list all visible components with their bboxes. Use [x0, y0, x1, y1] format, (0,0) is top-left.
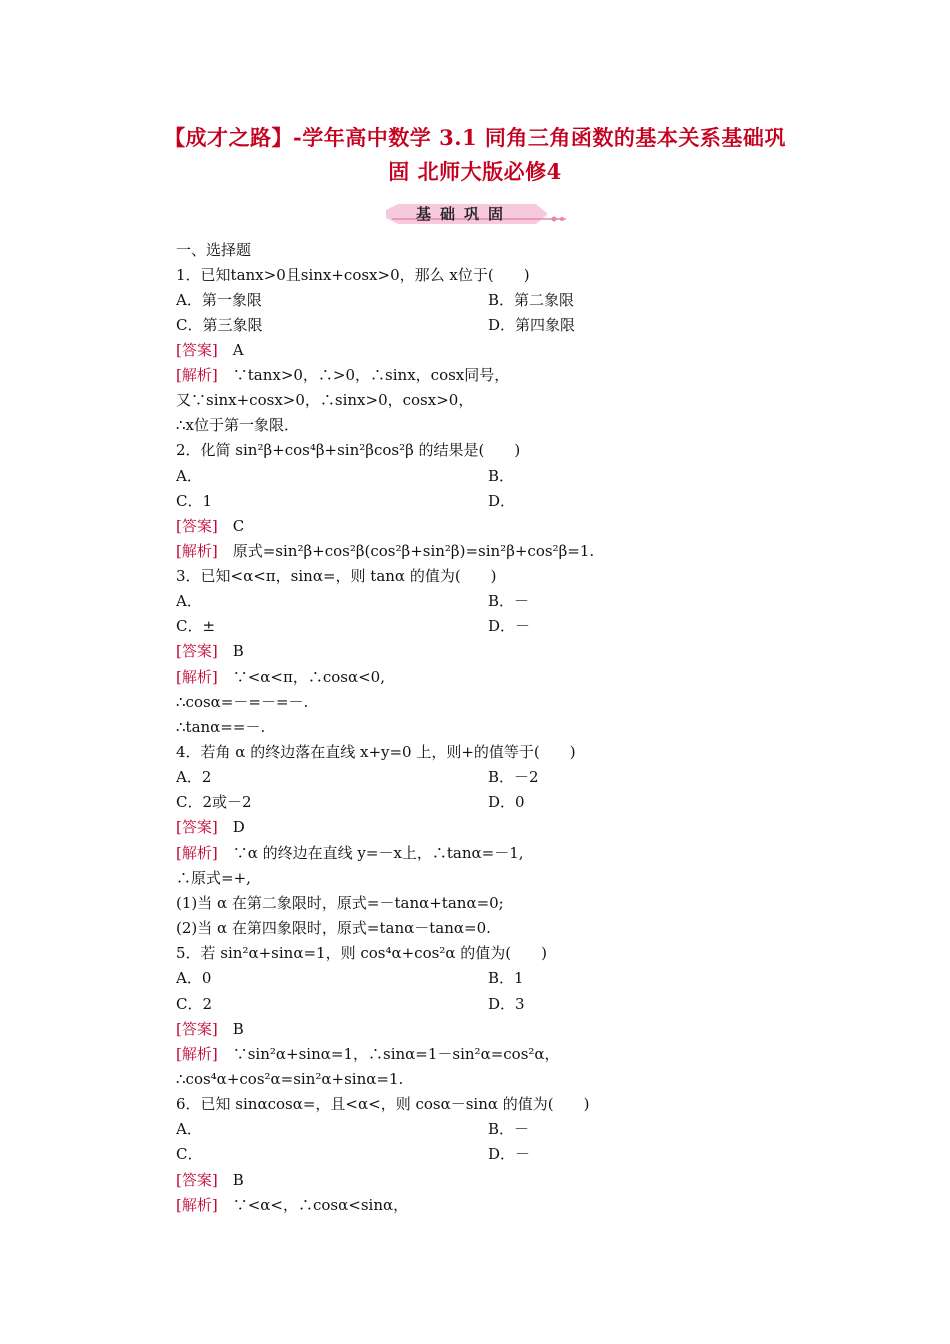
option-b-1: B．第二象限 — [488, 291, 575, 309]
answer-value-3: B — [232, 642, 244, 660]
question-stem-6: 6．已知 sinαcosα=，且<α<，则 cosα－sinα 的值为( ) — [176, 1095, 590, 1113]
answer-line-4 — [176, 816, 245, 838]
answer-line-1 — [176, 339, 244, 361]
option-b-6: B．－ — [488, 1120, 530, 1138]
analysis-text-5b: ∴cos⁴α+cos²α=sin²α+sinα=1. — [176, 1070, 404, 1088]
option-b-2: B． — [488, 467, 515, 485]
option-d-1: D．第四象限 — [488, 316, 576, 334]
option-a-5: A．0 — [176, 969, 212, 987]
question-stem-2: 2．化简 sin²β+cos⁴β+sin²βcos²β 的结果是( ) — [176, 441, 521, 459]
banner-label: 基础巩固 — [415, 205, 512, 223]
question-stem-1: 1．已知tanx>0且sinx+cosx>0，那么 x位于( ) — [176, 266, 530, 284]
analysis-line-1 — [176, 364, 509, 386]
option-b-3: B．－ — [488, 592, 530, 610]
option-c-3: C．± — [176, 617, 216, 635]
document-title-line1: 【成才之路】-学年高中数学 3.1 同角三角函数的基本关系基础巩 — [164, 125, 786, 150]
option-c-4: C．2或－2 — [176, 793, 252, 811]
analysis-text-4c: (1)当 α 在第二象限时，原式=－tanα+tanα=0; — [176, 894, 504, 912]
analysis-tag: [解析] — [176, 542, 218, 560]
analysis-text-1c: ∴x位于第一象限． — [176, 416, 300, 434]
analysis-text-3b: ∴cosα=－=－=－. — [176, 693, 309, 711]
option-c-1: C．第三象限 — [176, 316, 263, 334]
analysis-tag: [解析] — [176, 1045, 218, 1063]
answer-line-5 — [176, 1018, 244, 1040]
analysis-line-5 — [176, 1043, 560, 1065]
option-d-5: D．3 — [488, 995, 525, 1013]
analysis-text-1b: 又∵sinx+cosx>0，∴sinx>0，cosx>0， — [176, 391, 474, 409]
question-stem-4: 4．若角 α 的终边落在直线 x+y=0 上，则+的值等于( ) — [176, 743, 576, 761]
question-stem-5: 5．若 sin²α+sinα=1，则 cos⁴α+cos²α 的值为( ) — [176, 944, 547, 962]
option-c-5: C．2 — [176, 995, 213, 1013]
analysis-text-2a: 原式=sin²β+cos²β(cos²β+sin²β)=sin²β+cos²β=1. — [232, 542, 595, 560]
option-a-4: A．2 — [176, 768, 212, 786]
analysis-text-4d: (2)当 α 在第四象限时，原式=tanα－tanα=0. — [176, 919, 491, 937]
answer-line-2 — [176, 515, 244, 537]
option-c-2: C．1 — [176, 492, 213, 510]
answer-tag: [答案] — [176, 1171, 218, 1189]
answer-line-3 — [176, 640, 244, 662]
answer-value-4: D — [232, 818, 245, 836]
analysis-tag: [解析] — [176, 668, 218, 686]
option-d-2: D． — [488, 492, 516, 510]
answer-tag: [答案] — [176, 341, 218, 359]
analysis-line-6 — [176, 1194, 408, 1216]
analysis-line-2 — [176, 540, 594, 562]
option-a-6: A． — [176, 1120, 202, 1138]
answer-tag: [答案] — [176, 818, 218, 836]
option-a-3: A． — [176, 592, 202, 610]
question-stem-3: 3．已知<α<π，sinα=，则 tanα 的值为( ) — [176, 567, 497, 585]
section-heading: 一、选择题 — [176, 241, 252, 259]
answer-line-6 — [176, 1169, 244, 1191]
analysis-tag: [解析] — [176, 366, 218, 384]
option-b-4: B．－2 — [488, 768, 539, 786]
analysis-text-4a: ∵α 的终边在直线 y=－x上，∴tanα=－1, — [232, 844, 524, 862]
analysis-text-4b: ∴原式=+, — [176, 869, 251, 887]
option-c-6: C． — [176, 1145, 203, 1163]
answer-tag: [答案] — [176, 517, 218, 535]
answer-tag: [答案] — [176, 1020, 218, 1038]
option-b-5: B．1 — [488, 969, 524, 987]
analysis-tag: [解析] — [176, 1196, 218, 1214]
analysis-line-3 — [176, 666, 385, 688]
answer-value-1: A — [232, 341, 244, 359]
answer-value-2: C — [232, 517, 245, 535]
analysis-text-1a: ∵tanx>0，∴>0，∴sinx，cosx同号， — [232, 366, 510, 384]
analysis-tag: [解析] — [176, 844, 218, 862]
option-a-1: A．第一象限 — [176, 291, 262, 309]
option-d-4: D．0 — [488, 793, 525, 811]
analysis-text-5a: ∵sin²α+sinα=1，∴sinα=1－sin²α=cos²α， — [232, 1045, 560, 1063]
analysis-text-6a: ∵<α<，∴cosα<sinα， — [232, 1196, 409, 1214]
analysis-line-4 — [176, 842, 524, 864]
option-a-2: A． — [176, 467, 202, 485]
section-banner — [386, 204, 568, 224]
answer-value-5: B — [232, 1020, 244, 1038]
option-d-3: D．－ — [488, 617, 531, 635]
document-title-line2: 固 北师大版必修4 — [388, 159, 562, 184]
option-d-6: D．－ — [488, 1145, 531, 1163]
analysis-text-3a: ∵<α<π，∴cosα<0, — [232, 668, 385, 686]
answer-value-6: B — [232, 1171, 244, 1189]
answer-tag: [答案] — [176, 642, 218, 660]
analysis-text-3c: ∴tanα==－. — [176, 718, 266, 736]
